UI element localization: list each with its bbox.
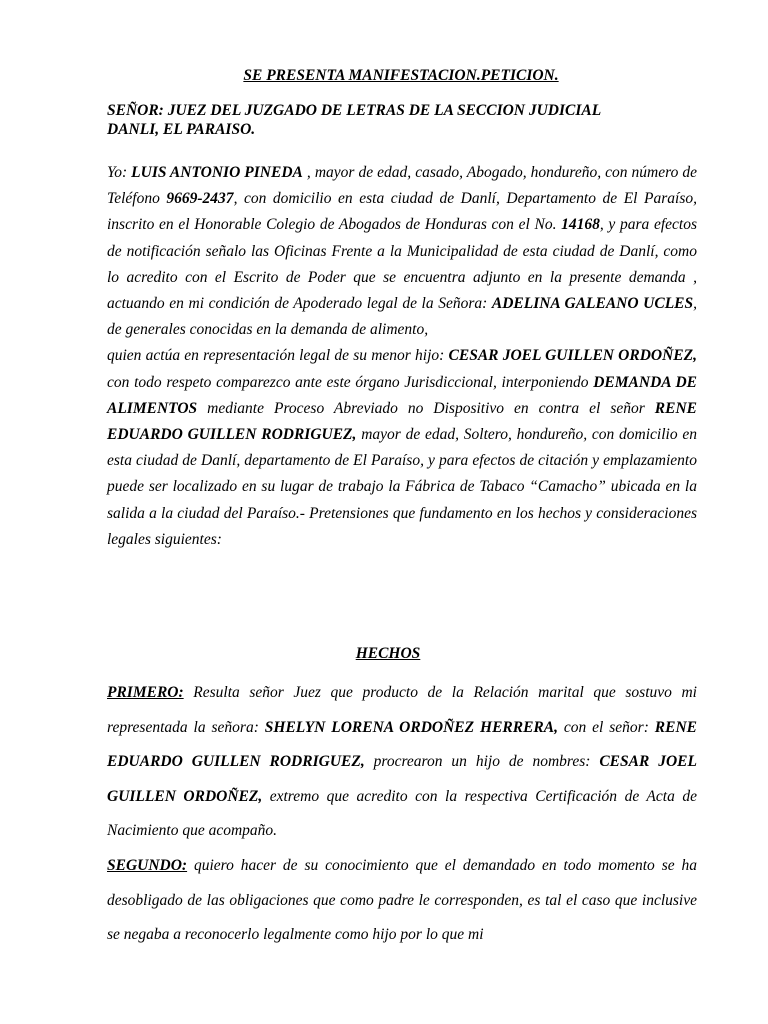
fact-first-label: PRIMERO: [107, 684, 184, 701]
demand-type: DEMANDA DE ALIMENTOS [107, 373, 697, 417]
addressee-line-2: DANLI, EL PARAISO. [107, 121, 256, 138]
text-run: Yo: [107, 164, 132, 181]
client-name: ADELINA GALEANO UCLES [491, 295, 694, 313]
text-run: , mayor de edad, casado, Abogado, hondureño, con número de Teléfono [107, 164, 697, 208]
fact-second-label: SEGUNDO: [107, 856, 188, 874]
text-run: con el señor: [557, 718, 655, 736]
text-run: , con domicilio en esta ciudad de Danlí, Departamento de El Paraíso, inscrito en el Honorable Colegio de Abogados de Honduras con el No. [107, 190, 697, 234]
child-name: CESAR JOEL GUILLEN ORDOÑEZ, [448, 347, 697, 365]
fact-second [107, 849, 697, 953]
text-run: , y para efectos de notificación señalo las Oficinas Frente a la Municipalidad de esta ciudad de Danlí, como lo acredito con el Escrito de Poder que se encuentra adjunto en la presente demanda , actuando en mi condición de Apoderado legal de la Señora: [107, 216, 697, 313]
phone-number: 9669-2437 [166, 190, 234, 208]
text-run: quiero hacer de su conocimiento que el demandado en todo momento se ha desobligado de las obligaciones que como padre le corresponden, es tal el caso que inclusive se negaba a reconocerlo legalmente como hijo por lo que mi [107, 856, 697, 944]
facts-section [107, 676, 697, 953]
intro-paragraph-2 [107, 343, 697, 553]
intro-paragraph-1 [107, 160, 697, 343]
attorney-name: LUIS ANTONIO PINEDA [131, 164, 303, 181]
text-run: extremo que acredito con la respectiva Certificación de Acta de Nacimiento que acompaño. [107, 787, 697, 840]
section-heading: HECHOS [355, 645, 421, 662]
addressee-block [107, 101, 697, 139]
intro-section [107, 160, 697, 553]
child-name: CESAR JOEL GUILLEN ORDOÑEZ, [107, 753, 697, 805]
fact-first [107, 676, 697, 849]
text-run: Resulta señor Juez que producto de la Relación marital que sostuvo mi representada la señora: [107, 684, 697, 736]
text-run: mayor de edad, Soltero, hondureño, con domicilio en esta ciudad de Danlí, departamento de El Paraíso, y para efectos de citación y emplazamiento puede ser localizado en su lugar de trabajo la Fábrica de Tabaco “Camacho” ubicada en la salida a la ciudad del Paraíso.- Pretensiones que fundamento en los hechos y consideraciones legales siguientes: [107, 426, 697, 548]
document-title: SE PRESENTA MANIFESTACION.PETICION. [243, 67, 559, 84]
text-run: quien actúa en representación legal de su menor hijo: [107, 347, 449, 365]
text-run: procrearon un hijo de nombres: [364, 753, 600, 771]
text-run: mediante Proceso Abreviado no Dispositivo en contra el señor [197, 399, 655, 417]
text-run: , de generales conocidas en la demanda de alimento, [107, 295, 697, 339]
father-name: RENE EDUARDO GUILLEN RODRIGUEZ, [107, 718, 698, 771]
addressee-line-1: SEÑOR: JUEZ DEL JUZGADO DE LETRAS DE LA SECCION JUDICIAL [107, 102, 602, 119]
mother-name: SHELYN LORENA ORDOÑEZ HERRERA, [264, 718, 558, 736]
text-run: con todo respeto comparezco ante este órgano Jurisdiccional, interponiendo [107, 373, 594, 391]
defendant-name: RENE EDUARDO GUILLEN RODRIGUEZ, [107, 399, 697, 444]
bar-number: 14168 [561, 216, 600, 234]
